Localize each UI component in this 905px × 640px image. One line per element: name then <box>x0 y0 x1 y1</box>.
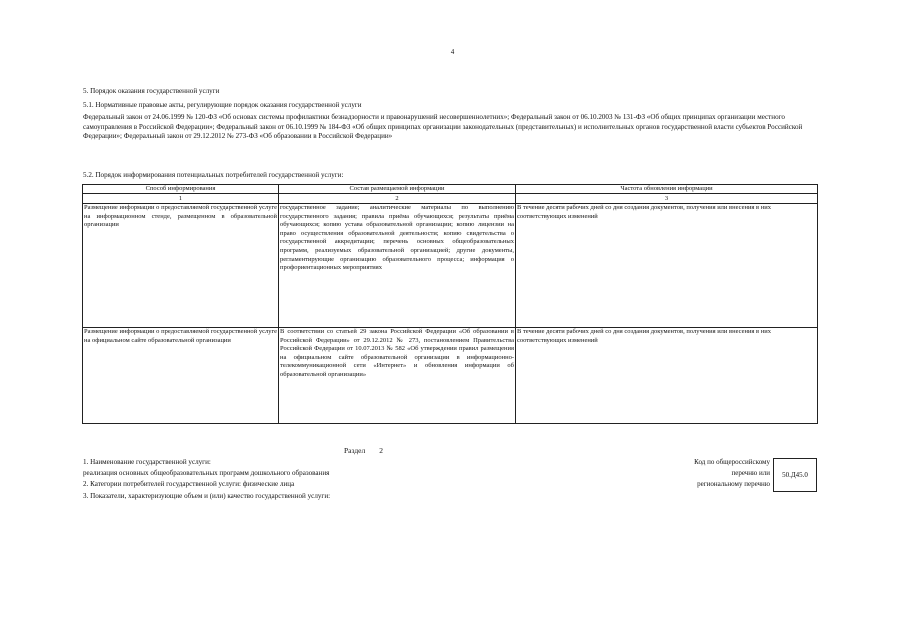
section-5-1-heading: 5.1. Нормативные правовые акты, регулирующие порядок оказания государственной услуги <box>83 101 362 109</box>
column-header: Частота обновления информации <box>516 185 818 194</box>
frequency-cell: В течение десяти рабочих дней со дня создания документов, получения или внесения в них соответствующих изменений <box>516 328 818 424</box>
consumer-category: 2. Категории потребителей государственной услуги: физические лица <box>83 480 295 488</box>
code-label-line-2: перечню или <box>731 469 770 477</box>
table-row <box>83 328 818 424</box>
method-cell: Размещение информации о предоставляемой государственной услуге на информационном стенде, размещенном в образовательной организации <box>83 204 279 328</box>
method-cell: Размещение информации о предоставляемой государственной услуге на официальном сайте образовательной организации <box>83 328 279 424</box>
content-cell: государственное задание; аналитические материалы по выполнению государственного задания; правила приёма обучающихся; результаты приёма обучающихся; копию устава образовательной организации; копию лицензии на право осуществления образовательной деятельности; копию свидетельства о государственной аккредитации; перечень основных общеобразовательных программ, реализуемых образовательной организацией; другие документы, регламентирующие организацию образовательного процесса; информация о профориентационных мероприятиях <box>279 204 516 328</box>
section-2-heading <box>344 446 383 455</box>
service-name-label: 1. Наименование государственной услуги: <box>83 458 211 466</box>
code-label-line-3: региональному перечню <box>697 480 770 488</box>
legal-acts-text: Федеральный закон от 24.06.1999 № 120-ФЗ «Об основах системы профилактики безнадзорности и правонарушений несовершеннолетних»; Федеральный закон от 06.10.2003 № 131-ФЗ «Об общих принципах организации местного самоуправления в Российской Федерации»; Федеральный закон от 06.10.1999 № 184-ФЗ «Об общих принципах организации законодательных (представительных) и исполнительных органов государственной власти субъектов Российской Федерации»; Федеральный закон от 29.12.2012 № 273-ФЗ «Об образовании в Российской Федерации» <box>83 113 803 141</box>
table-header-row <box>83 185 818 194</box>
table-row <box>83 204 818 328</box>
section-5-2-heading: 5.2. Порядок информирования потенциальных потребителей государственной услуги: <box>83 171 344 179</box>
content-cell: В соответствии со статьей 29 закона Российской Федерации «Об образовании в Российской Федерации» от 29.12.2012 № 273, постановлением Правительства Российской Федерации от 10.07.2013 № 582 «Об утверждении правил размещения на официальном сайте образовательной организации в информационно-телекоммуникационной сети «Интернет» и обновления информации об образовательной организации» <box>279 328 516 424</box>
informing-table <box>82 184 818 424</box>
code-label-line-1: Код по общероссийскому <box>694 458 770 466</box>
frequency-cell: В течение десяти рабочих дней со дня создания документов, получения или внесения в них соответствующих изменений <box>516 204 818 328</box>
column-header: Способ информирования <box>83 185 279 194</box>
section-5-heading: 5. Порядок оказания государственной услуги <box>83 87 220 95</box>
column-header: Состав размещаемой информации <box>279 185 516 194</box>
service-name-value: реализация основных общеобразовательных программ дошкольного образования <box>83 469 330 477</box>
column-number: 1 <box>83 194 279 204</box>
table-number-row <box>83 194 818 204</box>
page-number: 4 <box>450 48 455 56</box>
column-number: 3 <box>516 194 818 204</box>
registry-code-box: 50.Д45.0 <box>773 458 817 492</box>
column-number: 2 <box>279 194 516 204</box>
section-label: Раздел <box>344 446 366 455</box>
indicators-heading: 3. Показатели, характеризующие объем и (или) качество государственной услуги: <box>83 492 331 500</box>
section-number: 2 <box>379 446 383 455</box>
